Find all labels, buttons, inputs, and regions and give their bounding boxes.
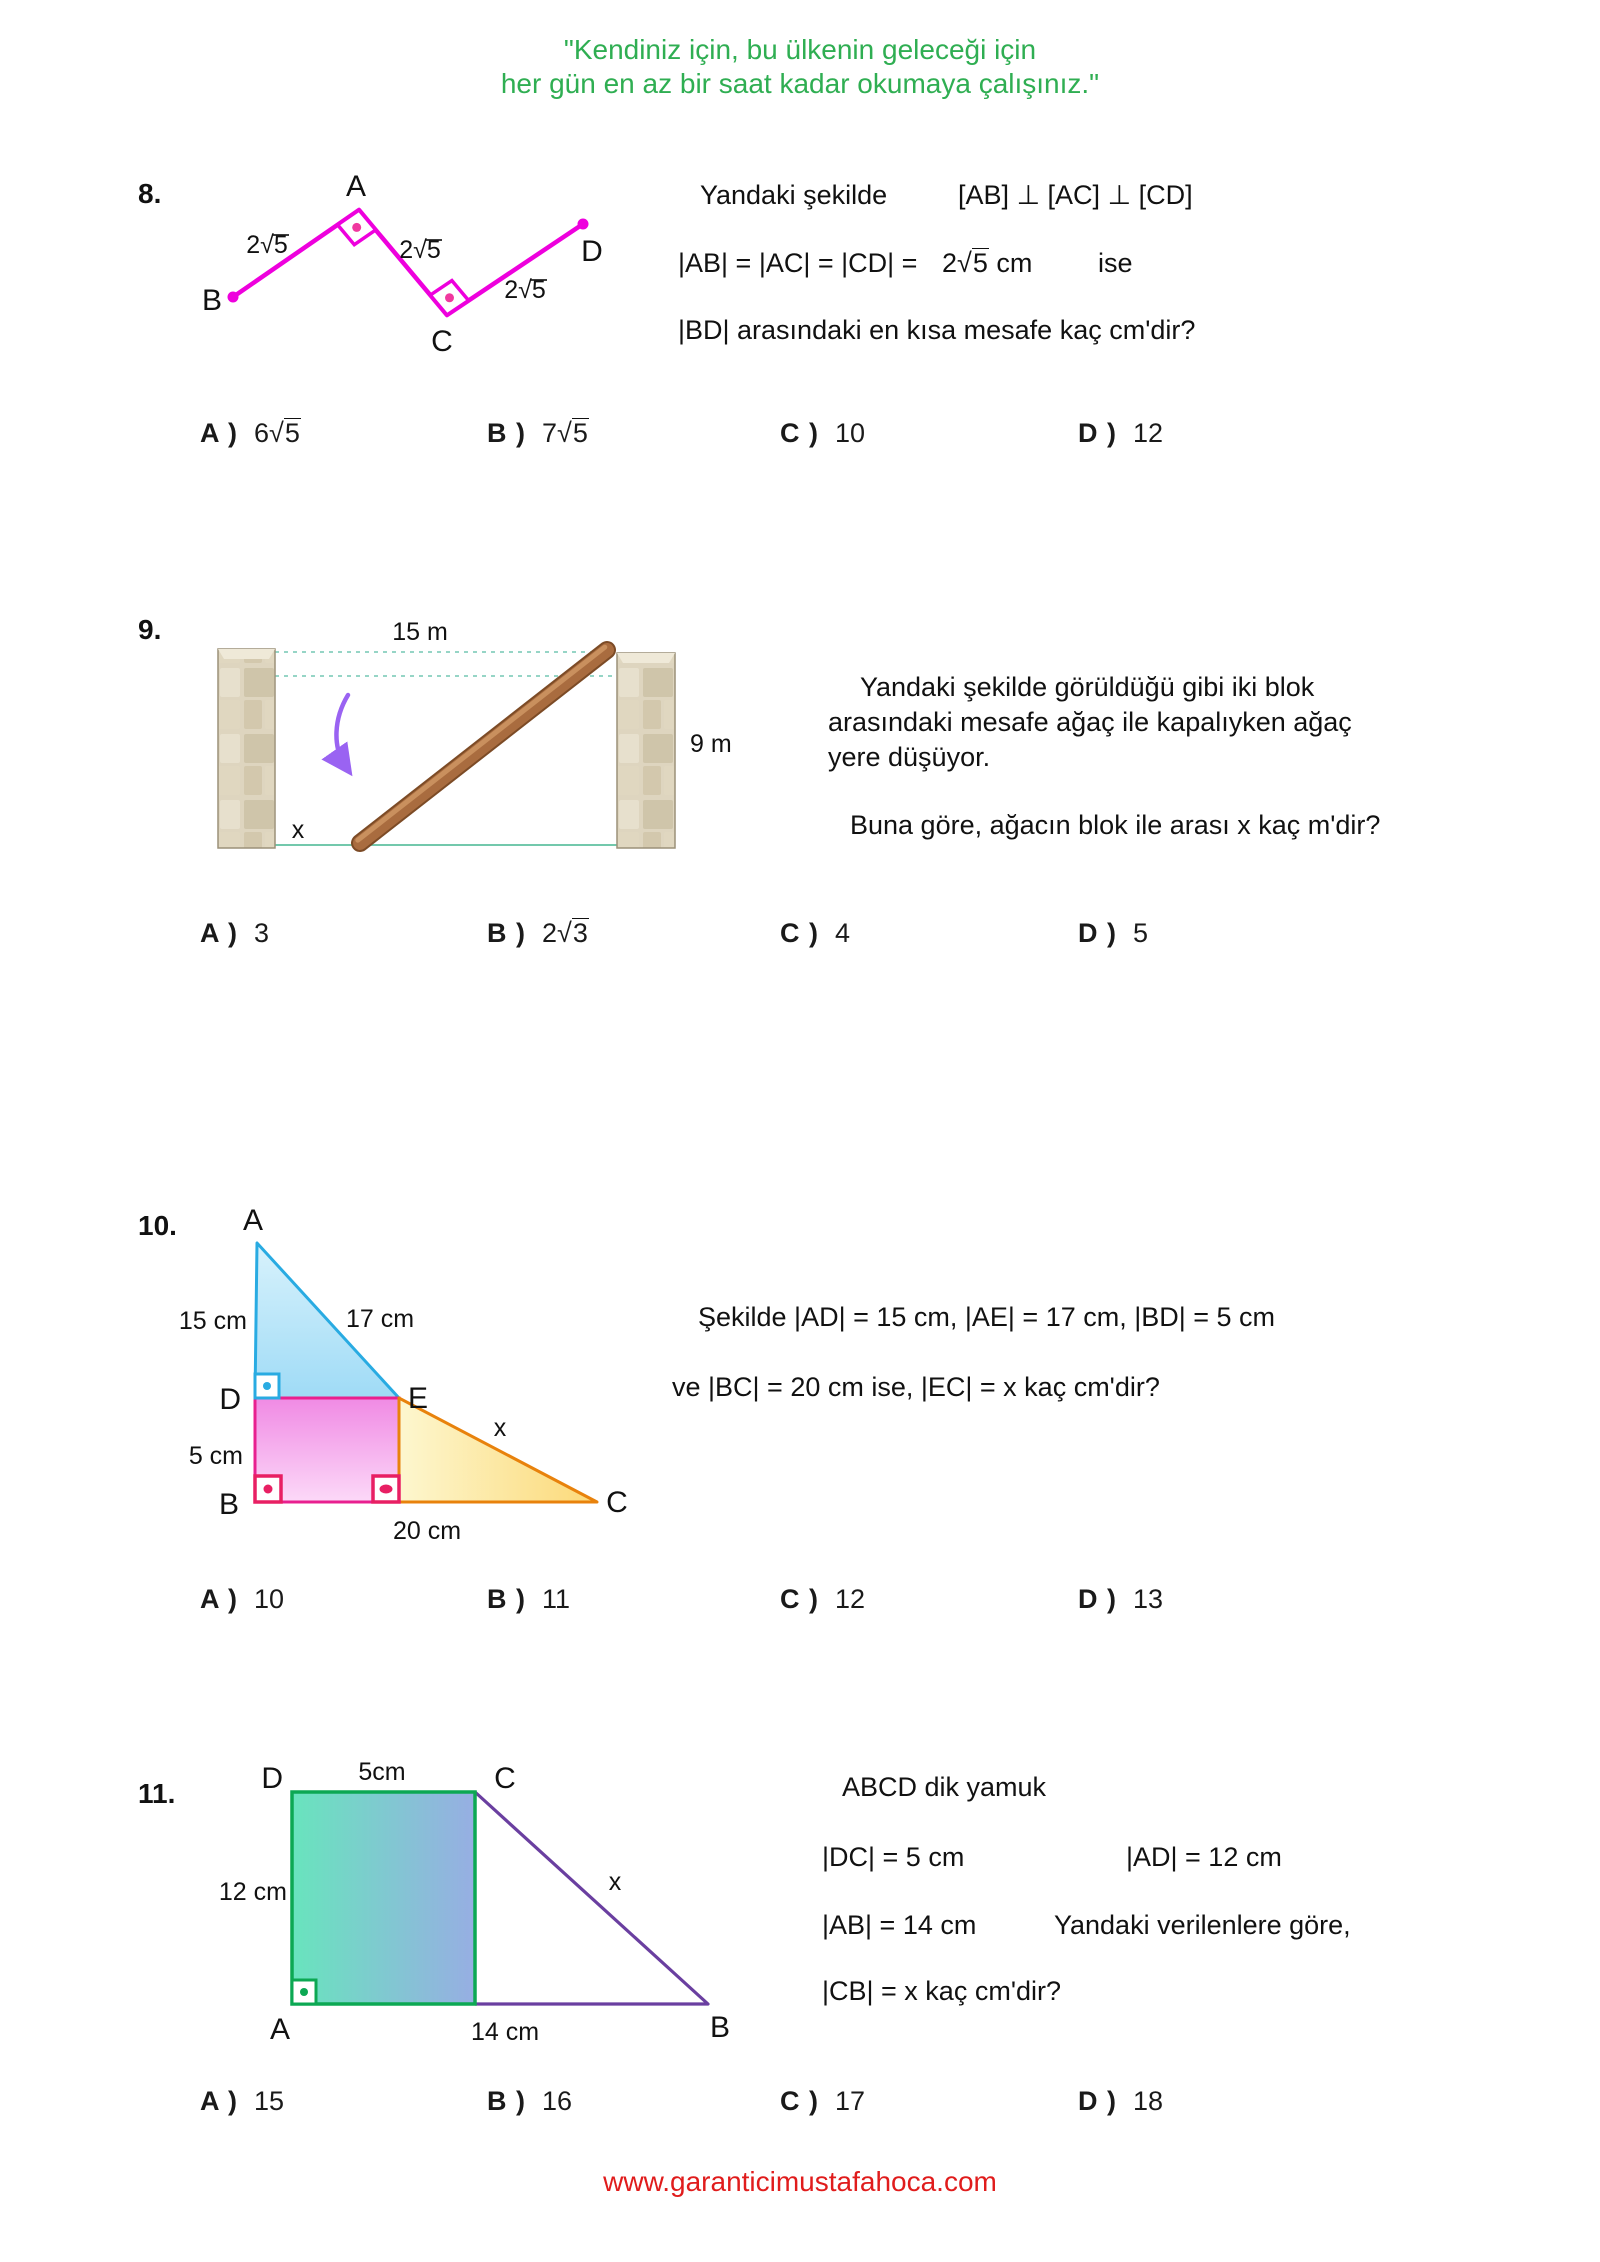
q11-figure [175, 1758, 755, 2058]
q9-dim-right: 9 m [690, 730, 732, 758]
q10-option-d [1078, 1584, 1163, 1615]
q9-right-block [617, 653, 675, 848]
q10-answers [0, 1584, 1600, 1644]
q11-option-d [1078, 2086, 1163, 2117]
q9-tree-trunk [360, 650, 607, 843]
q8-text-3: |BD| arasındaki en kısa mesafe kaç cm'dir? [678, 315, 1196, 345]
option-value: 12 [1133, 418, 1164, 448]
q11-text-3b: Yandaki verilenlere göre, [1054, 1910, 1351, 1940]
right-angle-dot-d [263, 1382, 271, 1390]
option-letter: C ) [780, 2086, 819, 2116]
option-letter: D ) [1078, 418, 1117, 448]
q10-dim-bd: 5 cm [188, 1442, 243, 1470]
q10-vertex-b: B [218, 1488, 239, 1521]
option-letter: B ) [487, 2086, 526, 2116]
question-8-number: 8. [138, 178, 162, 209]
q10-figure [165, 1198, 645, 1550]
q11-rectangle [292, 1792, 475, 2004]
option-letter: B ) [487, 418, 526, 448]
option-value: 17 [835, 2086, 866, 2116]
q9-option-a [200, 918, 269, 949]
option-value: 11 [542, 1584, 571, 1614]
question-11-number: 11. [138, 1778, 176, 1809]
q8-endpoint-b-dot [228, 292, 239, 303]
q10-option-b [487, 1584, 570, 1615]
q9-right-block-bevel [617, 653, 675, 663]
q10-option-c [780, 1584, 865, 1615]
q10-vertex-d: D [219, 1383, 241, 1416]
q9-text-4: Buna göre, ağacın blok ile arası x kaç m'dir? [850, 810, 1381, 840]
q10-dim-x: x [493, 1414, 507, 1442]
q8-seg1-label: 2√5 [246, 231, 288, 259]
q8-vertex-b: B [201, 284, 223, 317]
q9-left-block [218, 649, 275, 848]
q9-text-3: yere düşüyor. [828, 742, 991, 772]
q11-option-a [200, 2086, 284, 2117]
q11-dim-x: x [608, 1868, 622, 1896]
q8-text-2b: 2√5 cm [942, 248, 1033, 278]
q11-text-3a: |AB| = 14 cm [822, 1910, 977, 1940]
question-9-number: 9. [138, 614, 162, 645]
q11-text-2a: |DC| = 5 cm [822, 1842, 965, 1872]
q8-vertex-a: A [345, 170, 367, 203]
q9-figure [185, 600, 745, 865]
option-letter: A ) [200, 1584, 238, 1614]
option-value: 10 [835, 418, 866, 448]
option-letter: D ) [1078, 1584, 1117, 1614]
footer-link[interactable]: www.garanticimustafahoca.com [603, 2166, 997, 2197]
q8-option-b [487, 418, 589, 449]
q10-vertex-c: C [606, 1486, 628, 1519]
q8-text-1b: [AB] ⊥ [AC] ⊥ [CD] [958, 180, 1193, 210]
q10-vertex-a: A [242, 1204, 264, 1237]
right-angle-dot-a [300, 1988, 308, 1996]
q11-option-c [780, 2086, 865, 2117]
q8-text-2c: ise [1098, 248, 1133, 278]
q10-text-2: ve |BC| = 20 cm ise, |EC| = x kaç cm'dir? [672, 1372, 1160, 1402]
q8-text-1a: Yandaki şekilde [700, 180, 888, 210]
q9-text-1: Yandaki şekilde görüldüğü gibi iki blok [860, 672, 1315, 702]
q11-dim-dc: 5cm [358, 1758, 406, 1786]
option-value: 13 [1133, 1584, 1164, 1614]
option-value: 7√5 [542, 418, 588, 448]
header-motto-line1: "Kendiniz için, bu ülkenin geleceği için [563, 34, 1037, 65]
q8-option-c [780, 418, 865, 449]
option-letter: C ) [780, 918, 819, 948]
option-value: 10 [254, 1584, 285, 1614]
q11-triangle [475, 1792, 708, 2004]
q11-dim-ad: 12 cm [218, 1878, 287, 1906]
option-letter: B ) [487, 918, 526, 948]
q8-vertex-c: C [431, 325, 453, 358]
q10-option-a [200, 1584, 284, 1615]
q11-vertex-c: C [494, 1762, 516, 1795]
q10-dim-ad: 15 cm [178, 1307, 247, 1335]
falling-arrow-icon [336, 695, 348, 767]
option-letter: A ) [200, 418, 238, 448]
q11-text-1: ABCD dik yamuk [842, 1772, 1047, 1802]
option-value: 16 [542, 2086, 573, 2116]
q9-option-d [1078, 918, 1148, 949]
option-value: 5 [1133, 918, 1149, 948]
option-value: 2√3 [542, 918, 588, 948]
q8-option-a [200, 418, 301, 449]
option-letter: C ) [780, 1584, 819, 1614]
q11-vertex-a: A [269, 2013, 291, 2046]
q11-vertex-d: D [261, 1762, 283, 1795]
q8-seg2-label: 2√5 [399, 236, 441, 264]
option-value: 4 [835, 918, 851, 948]
option-letter: B ) [487, 1584, 526, 1614]
q8-vertex-d: D [581, 235, 603, 268]
q10-vertex-e: E [407, 1382, 429, 1415]
option-letter: A ) [200, 918, 238, 948]
q9-option-c [780, 918, 850, 949]
q9-answers [0, 918, 1600, 978]
option-letter: A ) [200, 2086, 238, 2116]
option-letter: C ) [780, 418, 819, 448]
option-value: 3 [254, 918, 270, 948]
q9-left-block-bevel [218, 649, 275, 659]
right-angle-dot-c [445, 293, 454, 302]
right-angle-dot-b [264, 1485, 273, 1494]
q11-vertex-b: B [709, 2011, 731, 2044]
right-angle-dot-a [352, 223, 361, 232]
q9-dim-top: 15 m [392, 618, 448, 646]
option-letter: D ) [1078, 918, 1117, 948]
q8-answers [0, 418, 1600, 478]
q8-figure [170, 158, 650, 388]
q10-dim-bc: 20 cm [392, 1517, 462, 1545]
header-motto-line2: her gün en az bir saat kadar okumaya çalışınız." [500, 68, 1100, 99]
option-letter: D ) [1078, 2086, 1117, 2116]
option-value: 12 [835, 1584, 866, 1614]
q11-text-2b: |AD| = 12 cm [1126, 1842, 1282, 1872]
q8-endpoint-d-dot [578, 219, 589, 230]
q11-answers [0, 2086, 1600, 2146]
right-angle-dot-f [380, 1485, 393, 1494]
q8-text-2a: |AB| = |AC| = |CD| = [678, 248, 918, 278]
q8-seg3-label: 2√5 [504, 276, 546, 304]
q11-dim-ab: 14 cm [470, 2018, 540, 2046]
q11-option-b [487, 2086, 572, 2117]
option-value: 18 [1133, 2086, 1164, 2116]
q9-dim-x: x [291, 816, 305, 844]
option-value: 15 [254, 2086, 285, 2116]
q9-option-b [487, 918, 589, 949]
question-10-number: 10. [138, 1210, 177, 1241]
q10-text-1: Şekilde |AD| = 15 cm, |AE| = 17 cm, |BD| = 5 cm [698, 1302, 1276, 1332]
q8-option-d [1078, 418, 1163, 449]
q10-dim-ae: 17 cm [345, 1305, 415, 1333]
option-value: 6√5 [254, 418, 300, 448]
q9-text-2: arasındaki mesafe ağaç ile kapalıyken ağaç [828, 707, 1352, 737]
q11-text-4: |CB| = x kaç cm'dir? [822, 1976, 1061, 2006]
